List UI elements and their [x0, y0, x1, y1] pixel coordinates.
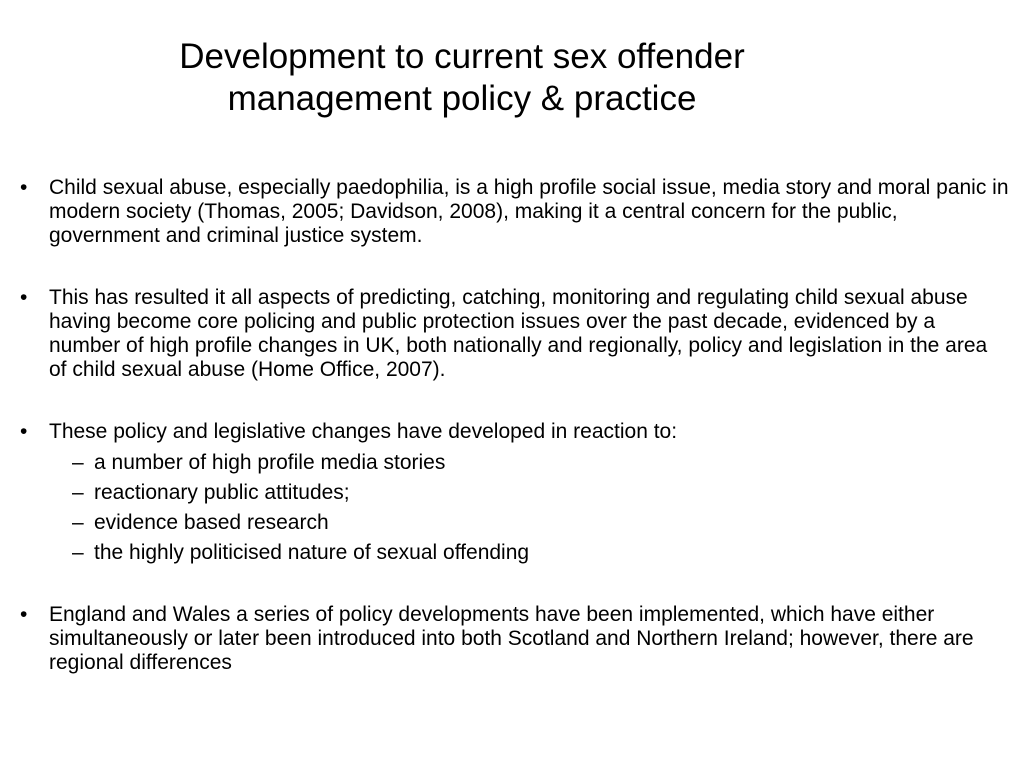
bullet-text: Child sexual abuse, especially paedophilia, is a high profile social issue, media story and moral panic in modern society (Thomas, 2005; Davidson, 2008), making it a central concern for the public, government and criminal justice system. [49, 176, 1009, 247]
bullet-item [20, 603, 1010, 675]
slide-title-line-2: management policy & practice [227, 79, 697, 118]
sub-bullet-marker: – [72, 541, 84, 564]
slide-title-line-1: Development to current sex offender [179, 37, 745, 76]
sub-bullet-item [20, 481, 1010, 505]
bullet-list [20, 176, 1010, 675]
sub-bullet-text: the highly politicised nature of sexual offending [94, 541, 530, 564]
bullet-text: England and Wales a series of policy developments have been implemented, which have either simultaneously or later been introduced into both Scotland and Northern Ireland; however, there are regional differences [49, 603, 974, 674]
slide-title [40, 36, 884, 120]
sub-bullet-text: evidence based research [94, 511, 329, 534]
sub-bullet-marker: – [72, 511, 84, 534]
bullet-item [20, 286, 1010, 382]
sub-bullet-text: reactionary public attitudes; [94, 481, 350, 504]
bullet-item [20, 176, 1010, 248]
bullet-marker: • [20, 176, 28, 199]
bullet-item [20, 420, 1010, 444]
bullet-marker: • [20, 286, 28, 309]
bullet-marker: • [20, 420, 28, 443]
bullet-text: These policy and legislative changes have developed in reaction to: [49, 420, 678, 443]
sub-bullet-item [20, 541, 1010, 565]
bullet-text: This has resulted it all aspects of predicting, catching, monitoring and regulating child sexual abuse having become core policing and public protection issues over the past decade, evidenced by a number of high profile changes in UK, both nationally and regionally, policy and legislation in the area of child sexual abuse (Home Office, 2007). [49, 286, 988, 381]
sub-bullet-text: a number of high profile media stories [94, 451, 446, 474]
sub-bullet-item [20, 451, 1010, 475]
sub-bullet-marker: – [72, 451, 84, 474]
bullet-marker: • [20, 603, 28, 626]
sub-bullet-marker: – [72, 481, 84, 504]
sub-bullet-item [20, 511, 1010, 535]
